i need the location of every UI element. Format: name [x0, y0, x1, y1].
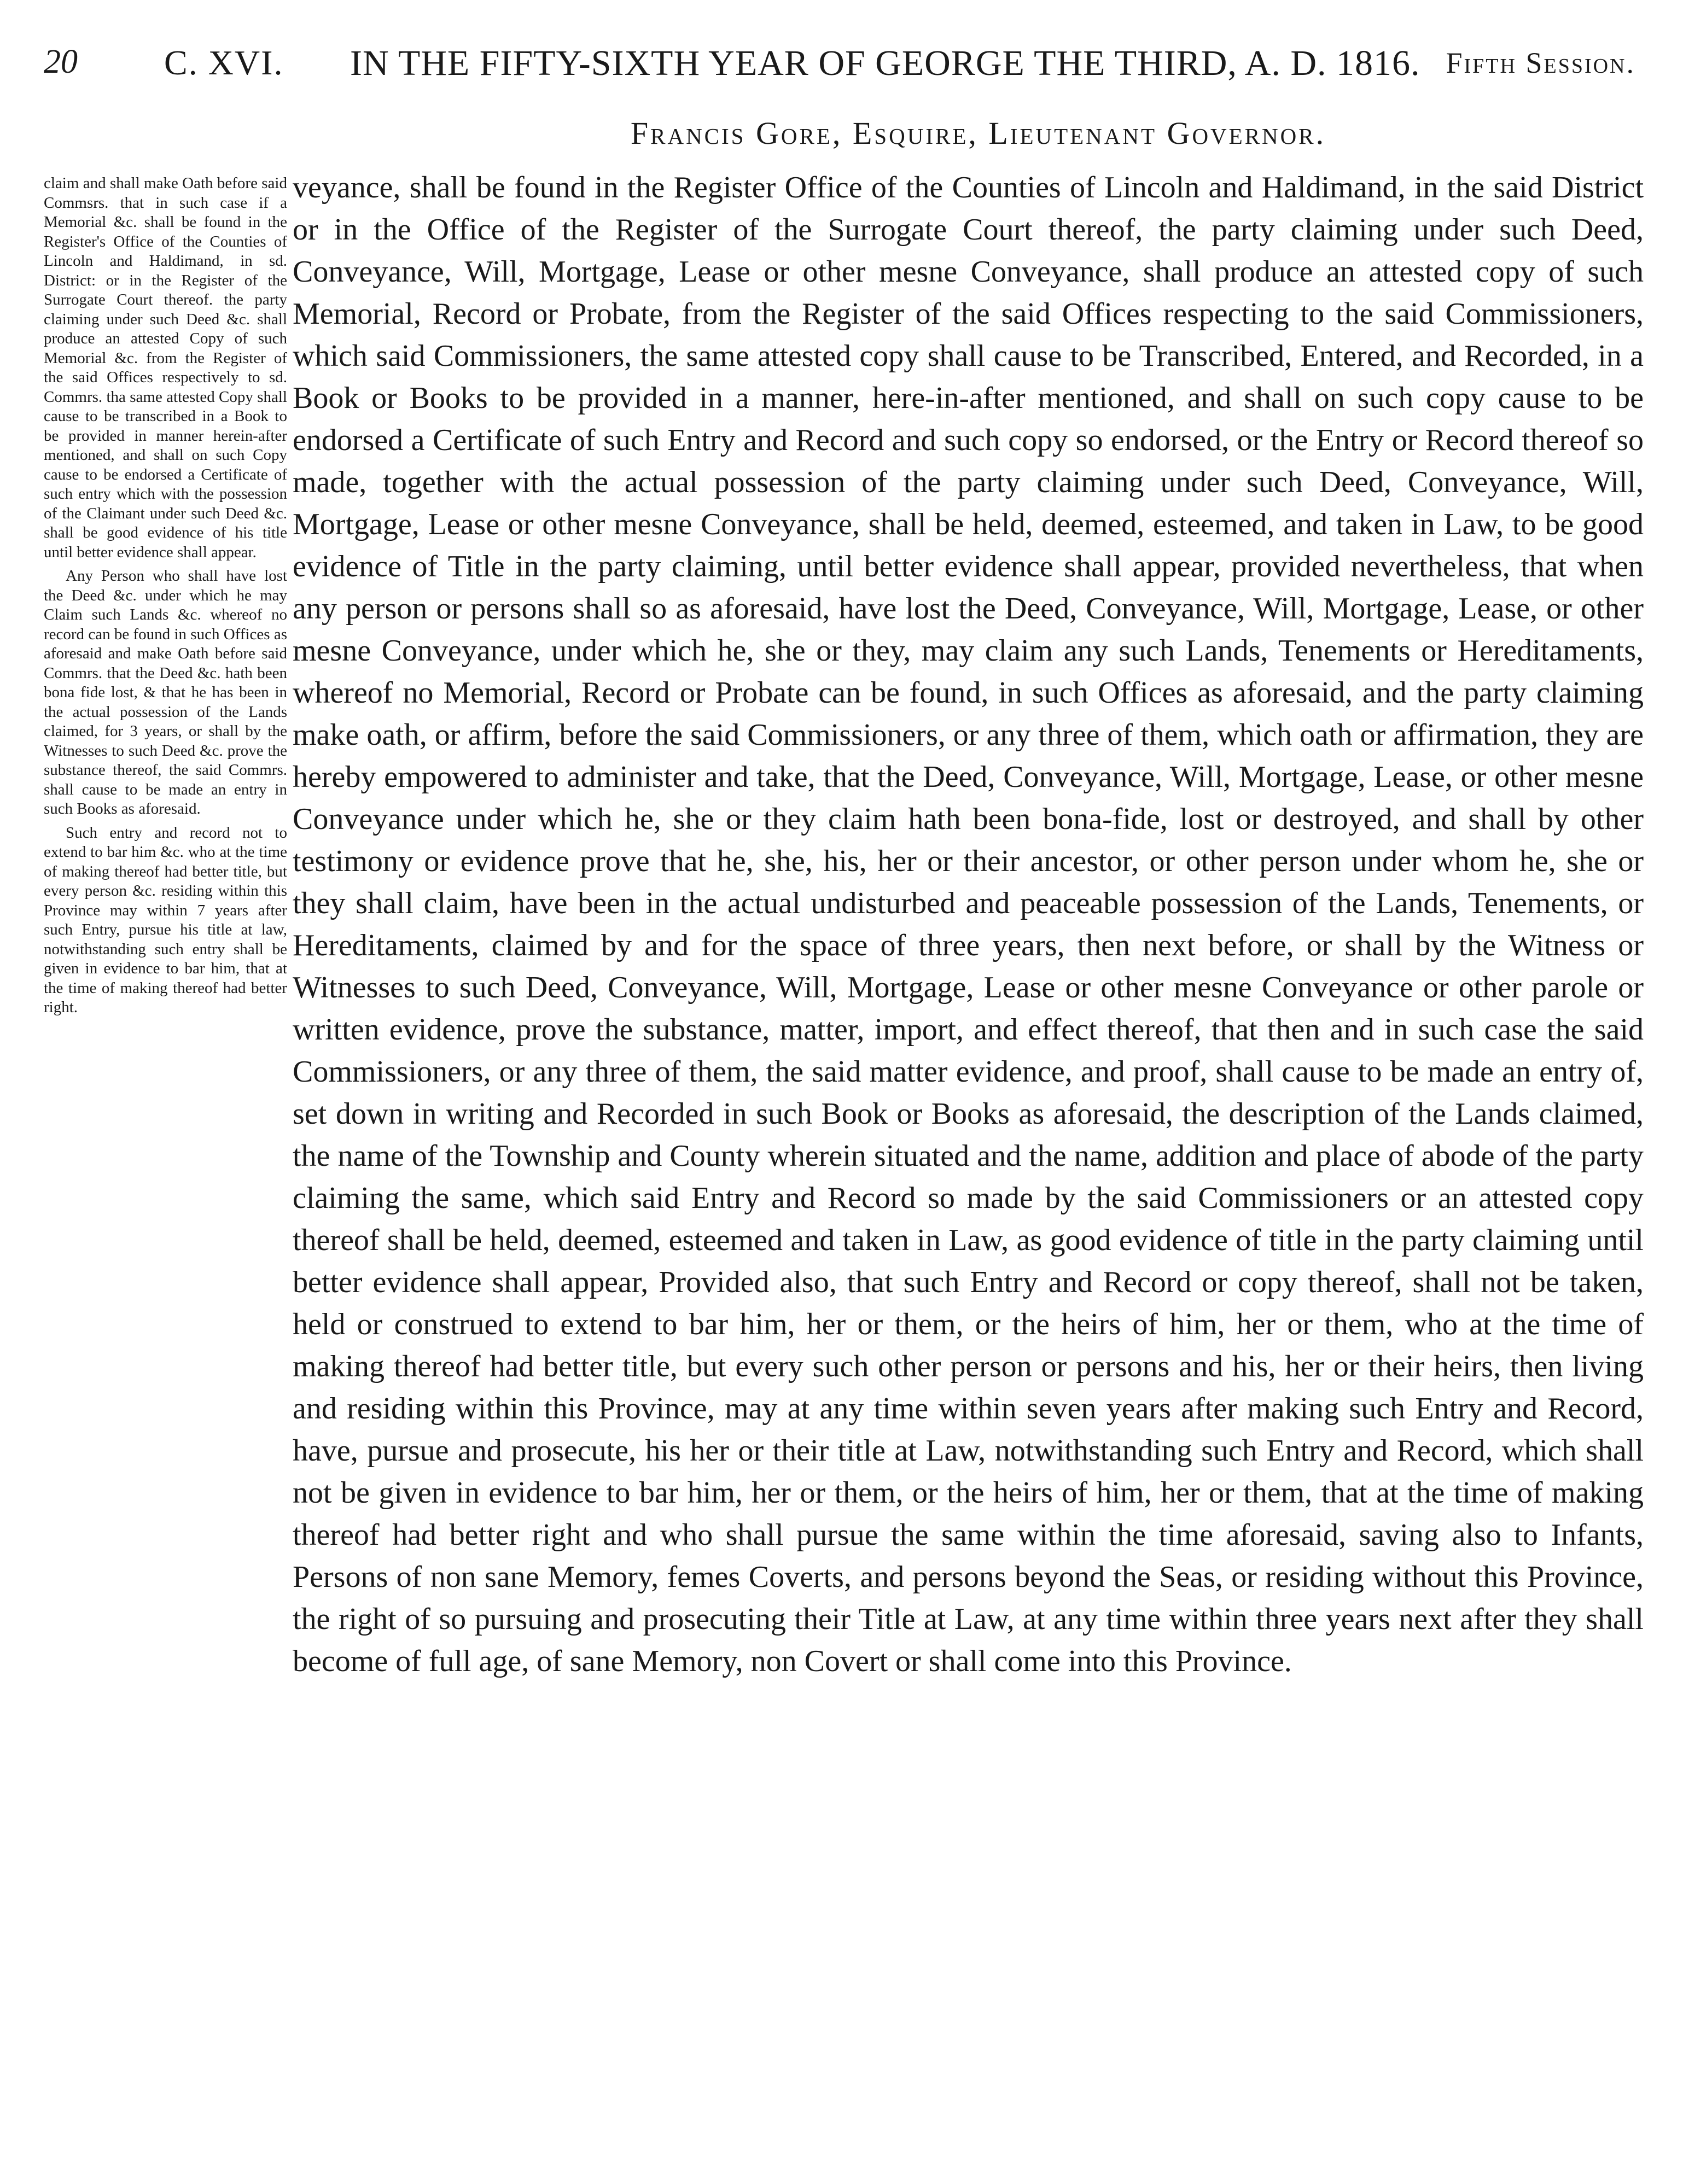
marginal-notes	[44, 174, 287, 1022]
page-number: 20	[44, 43, 78, 80]
running-head	[44, 43, 1635, 103]
margin-note: claim and shall make Oath before said Commsrs. that in such case if a Memorial &c. shall be found in the Register's Office of the Counties of Lincoln and Haldimand, in sd. District: or in the Register of the Surrogate Court thereof. the party claiming under such Deed &c. shall produce an attested Copy of such Memorial &c. from the Register of the said Offices respectively to sd. Commrs. tha same attested Copy shall cause to be transcribed in a Book to be provided in manner herein-after mentioned, and shall on such Copy cause to be endorsed a Certificate of such entry which with the possession of the Claimant under such Deed &c. shall be good evidence of his title until better evidence shall appear.	[44, 174, 287, 561]
margin-note: Such entry and record not to extend to bar him &c. who at the time of making thereof had better title, but every person &c. residing within this Province may within 7 years after such Entry, pursue his title at law, notwithstanding such entry shall be given in evidence to bar him, that at the time of making thereof had better right.	[44, 824, 287, 1016]
main-body	[293, 167, 1644, 1683]
page-subtitle: Francis Gore, Esquire, Lieutenant Governor.	[630, 115, 1326, 151]
chapter-number: C. XVI.	[164, 43, 284, 82]
running-title: IN THE FIFTY-SIXTH YEAR OF GEORGE THE THIRD, A. D. 1816.	[350, 43, 1420, 83]
margin-note: Any Person who shall have lost the Deed &c. under which he may Claim such Lands &c. whereof no record can be found in such Offices as aforesaid and make Oath before said Commrs. that the Deed &c. hath been bona fide lost, & that he has been in the actual possession of the Lands claimed, for 3 years, or shall by the Witnesses to such Deed &c. prove the substance thereof, the said Commrs. shall cause to be made an entry in such Books as aforesaid.	[44, 567, 287, 817]
body-paragraph: veyance, shall be found in the Register Office of the Counties of Lincoln and Haldimand, in the said District or in the Office of the Register of the Surrogate Court thereof, the party claiming under such Deed, Conveyance, Will, Mortgage, Lease or other mesne Conveyance, shall produce an attested copy of such Memorial, Record or Probate, from the Register of the said Offices respecting to the said Commissioners, which said Commissioners, the same attested copy shall cause to be Transcribed, Entered, and Recorded, in a Book or Books to be provided in a manner, here-in-after mentioned, and shall on such copy cause to be endorsed a Certificate of such Entry and Record and such copy so endorsed, or the Entry or Record thereof so made, together with the actual possession of the party claiming under such Deed, Conveyance, Will, Mortgage, Lease or other mesne Conveyance, shall be held, deemed, esteemed, and taken in Law, to be good evidence of Title in the party claiming, until better evidence shall appear, provided nevertheless, that when any person or persons shall so as aforesaid, have lost the Deed, Conveyance, Will, Mortgage, Lease, or other mesne Conveyance, under which he, she or they, may claim any such Lands, Tenements or Hereditaments, whereof no Memorial, Record or Probate can be found, in such Offices as aforesaid, and the party claiming make oath, or affirm, before the said Commissioners, or any three of them, which oath or affirmation, they are hereby empowered to administer and take, that the Deed, Conveyance, Will, Mortgage, Lease, or other mesne Conveyance under which he, she or they claim hath been bona-fide, lost or destroyed, and shall by other testimony or evidence prove that he, she, his, her or their ancestor, or other person under whom he, she or they shall claim, have been in the actual undisturbed and peaceable possession of the Lands, Tenements, or Hereditaments, claimed by and for the space of three years, then next before, or shall by the Witness or Witnesses to such Deed, Conveyance, Will, Mortgage, Lease or other mesne Conveyance or other parole or written evidence, prove the substance, matter, import, and effect thereof, that then and in such case the said Commissioners, or any three of them, the said matter evidence, and proof, shall cause to be made an entry of, set down in writing and Recorded in such Book or Books as aforesaid, the description of the Lands claimed, the name of the Township and County wherein situated and the name, addition and place of abode of the party claiming the same, which said Entry and Record so made by the said Commissioners or an attested copy thereof shall be held, deemed, esteemed and taken in Law, as good evidence of title in the party claiming until better evidence shall appear, Provided also, that such Entry and Record or copy thereof, shall not be taken, held or construed to extend to bar him, her or them, or the heirs of him, her or them, who at the time of making thereof had better title, but every such other person or persons and his, her or their heirs, then living and residing within this Province, may at any time within seven years after making such Entry and Record, have, pursue and prosecute, his her or their title at Law, notwithstanding such Entry and Record, which shall not be given in evidence to bar him, her or them, or the heirs of him, her or them, that at the time of making thereof had better right and who shall pursue the same within the time aforesaid, saving also to Infants, Persons of non sane Memory, femes Coverts, and persons beyond the Seas, or residing without this Province, the right of so pursuing and prosecuting their Title at Law, at any time within three years next after they shall become of full age, of sane Memory, non Covert or shall come into this Province.	[293, 171, 1644, 1678]
session-label: Fifth Session.	[1446, 46, 1635, 79]
